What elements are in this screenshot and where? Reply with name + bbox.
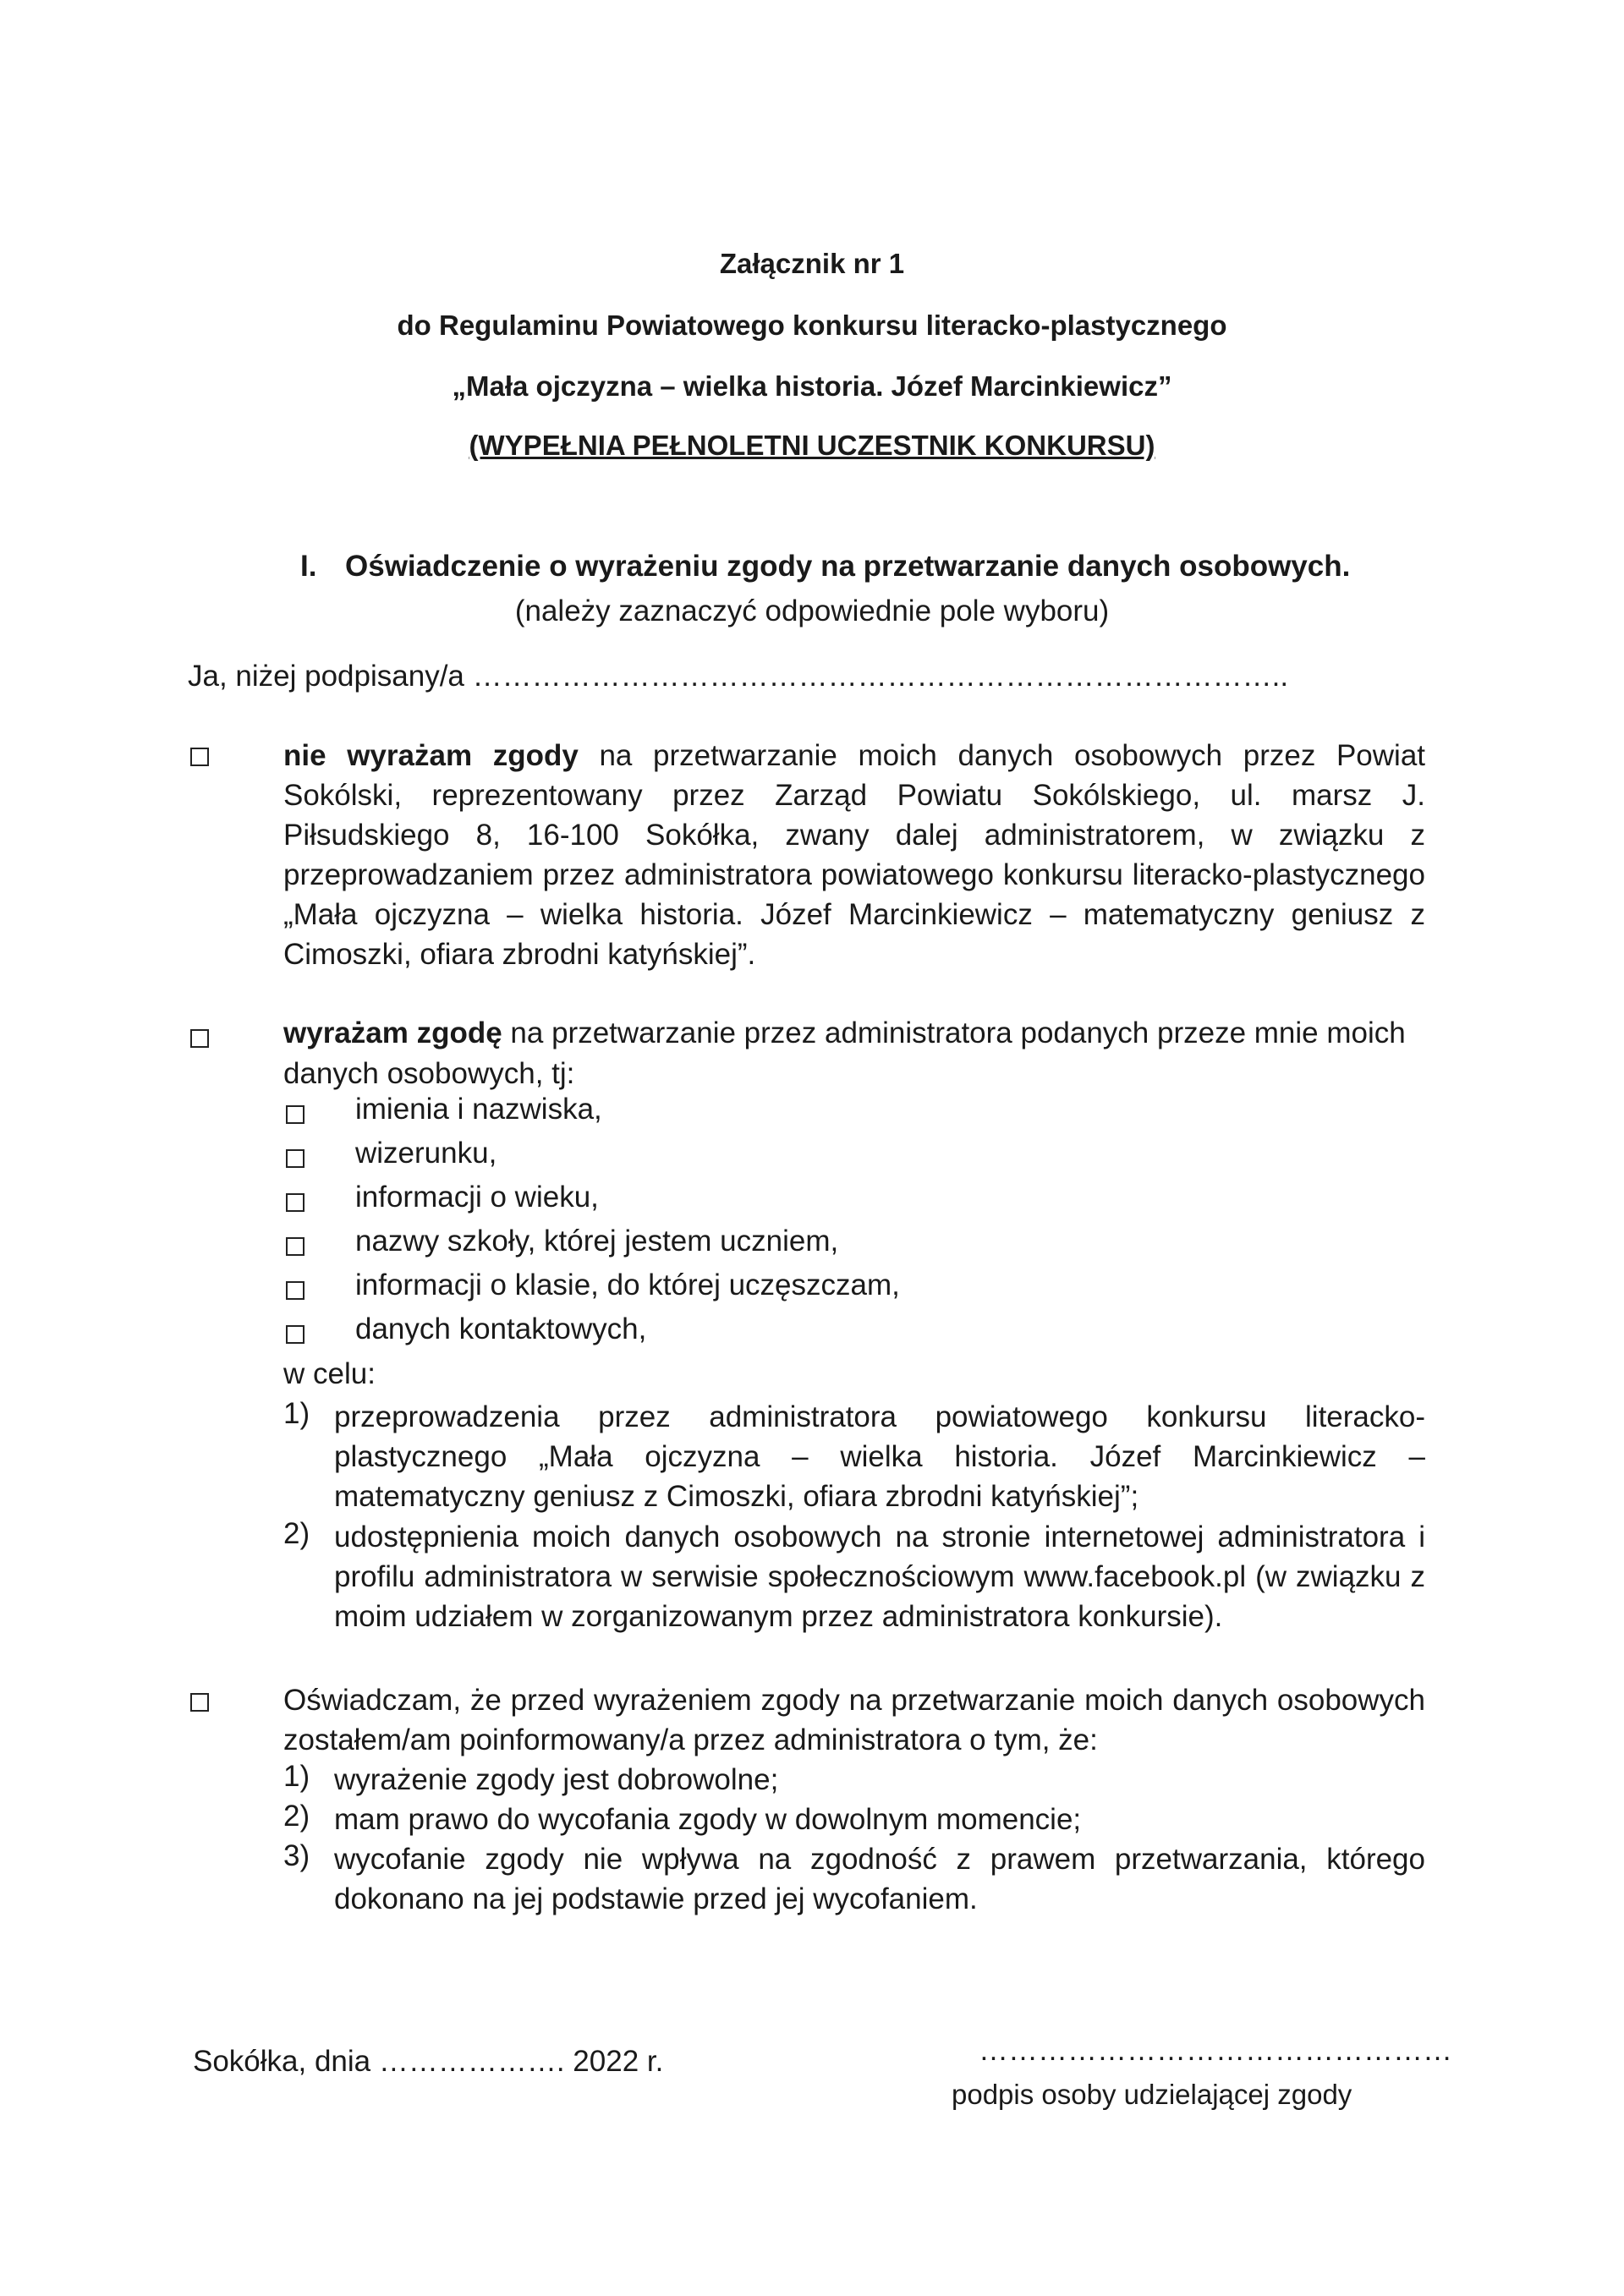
option-no-consent-text [283,736,1425,974]
section-number: I. [300,550,317,583]
info-point-3-number: 3) [283,1839,310,1872]
item-contact-label: danych kontaktowych, [355,1312,647,1345]
purpose-2-text: udostępnienia moich danych osobowych na stronie internetowej administratora i profilu administratora w serwisie społecznościowym www.facebook.pl (w związku z moim udziałem w zorganizowanym przez administratora konkursie). [334,1521,1425,1633]
information-statement-text: Oświadczam, że przed wyrażeniem zgody na przetwarzanie moich danych osobowych zostałem/am poinformowany/a przez administratora o tym, że: [283,1684,1425,1756]
option-consent-line2: danych osobowych, tj: [283,1057,575,1090]
item-school-checkbox[interactable] [286,1237,304,1256]
option-no-consent-body: na przetwarzanie moich danych osobowych przez Powiat Sokólski, reprezentowany przez Zarząd Powiatu Sokólskiego, ul. marsz J. Piłsudskiego 8, 16-100 Sokółka, zwany dalej administratorem, w związku z przeprowadzaniem przez administratora powiatowego konkursu literacko-plastycznego „Mała ojczyzna – wielka historia. Józef Marcinkiewicz – matematyczny geniusz z Cimoszki, ofiara zbrodni katyńskiej”. [283,739,1426,971]
purpose-1-number: 1) [283,1397,310,1430]
signatory-line: Ja, niżej podpisany/a ……………………………………………………………………….. [188,660,1289,693]
signature-line: ………………………………………… [979,2034,1452,2067]
option-consent-checkbox[interactable] [190,1029,209,1048]
info-point-1-text: wyrażenie zgody jest dobrowolne; [334,1763,779,1796]
place-date-line: Sokółka, dnia ………………. 2022 r. [193,2045,664,2078]
section-subtitle: (należy zaznaczyć odpowiednie pole wyboru) [514,595,1110,627]
option-no-consent-bold: nie wyrażam zgody [283,739,579,772]
item-age-checkbox[interactable] [286,1193,304,1212]
section-title: Oświadczenie o wyrażeniu zgody na przetwarzanie danych osobowych. [345,550,1351,583]
item-name-label: imienia i nazwiska, [355,1093,602,1126]
info-point-2-text: mam prawo do wycofania zgody w dowolnym momencie; [334,1803,1082,1836]
item-age-label: informacji o wieku, [355,1181,599,1214]
item-school-label: nazwy szkoły, której jestem uczniem, [355,1225,839,1258]
purpose-label: w celu: [283,1357,376,1390]
item-image-checkbox[interactable] [286,1149,304,1168]
info-point-3-text: wycofanie zgody nie wpływa na zgodność z prawem przetwarzania, którego dokonano na jej podstawie przed jej wycofaniem. [334,1843,1425,1915]
item-name-checkbox[interactable] [286,1105,304,1124]
option-no-consent-checkbox[interactable] [190,748,209,766]
annex-title: Załącznik nr 1 [719,248,905,279]
option-consent-line1 [283,1016,1406,1050]
item-contact-checkbox[interactable] [286,1325,304,1344]
item-class-label: informacji o klasie, do której uczęszczam, [355,1269,900,1301]
fill-instruction: (WYPEŁNIA PEŁNOLETNI UCZESTNIK KONKURSU) [469,430,1155,461]
info-point-1-number: 1) [283,1760,310,1793]
annex-regulation: do Regulaminu Powiatowego konkursu literacko-plastycznego [397,310,1227,341]
item-image-label: wizerunku, [355,1137,497,1170]
purpose-1-text: przeprowadzenia przez administratora powiatowego konkursu literacko-plastycznego „Mała ojczyzna – wielka historia. Józef Marcinkiewicz – matematyczny geniusz z Cimoszki, ofiara zbrodni katyńskiej”; [334,1400,1425,1513]
info-point-2-number: 2) [283,1800,310,1833]
option-consent-body: na przetwarzanie przez administratora podanych przeze mnie moich [502,1016,1406,1049]
purpose-2-number: 2) [283,1517,310,1550]
item-class-checkbox[interactable] [286,1281,304,1300]
information-statement-checkbox[interactable] [190,1693,209,1712]
option-consent-bold: wyrażam zgodę [283,1016,502,1049]
signature-label: podpis osoby udzielającej zgody [952,2079,1352,2110]
contest-name: „Mała ojczyzna – wielka historia. Józef Marcinkiewicz” [452,370,1172,402]
